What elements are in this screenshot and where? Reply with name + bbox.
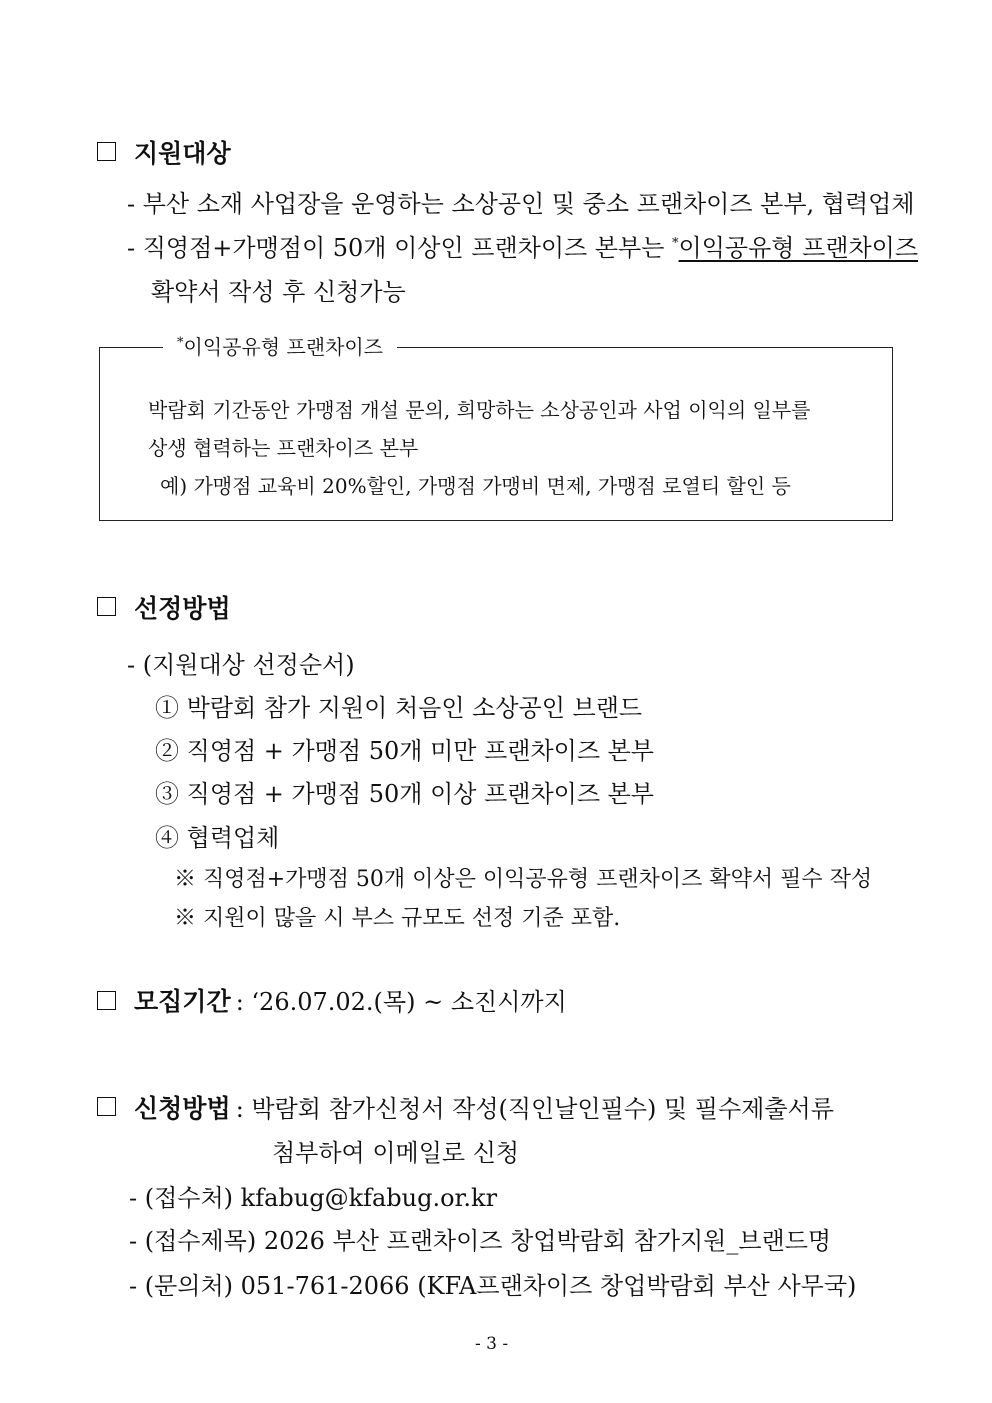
section-checkbox: [97, 1097, 116, 1116]
footnote-mark: *: [672, 236, 679, 251]
recruit-period-heading: 모집기간: [134, 987, 231, 1016]
info-box-line-2: 상생 협력하는 프랜차이즈 본부: [148, 436, 419, 460]
support-target-line-3: 확약서 작성 후 신청가능: [151, 278, 406, 306]
recruit-period-value: : ‘26.07.02.(목) ~ 소진시까지: [235, 988, 567, 1016]
selection-intro: - (지원대상 선정순서): [127, 651, 355, 679]
selection-heading: 선정방법: [134, 594, 231, 623]
recruit-period-line: [134, 982, 567, 1018]
apply-method-heading: 신청방법: [134, 1094, 231, 1123]
selection-item-1: ① 박람회 참가 지원이 처음인 소상공인 브랜드: [155, 694, 643, 722]
support-target-line-2-prefix: - 직영점+가맹점이 50개 이상인 프랜차이즈 본부는: [127, 234, 673, 262]
section-checkbox: [97, 991, 116, 1010]
info-box-line-1: 박람회 기간동안 가맹점 개설 문의, 희망하는 소상공인과 사업 이익의 일부를: [148, 398, 811, 422]
apply-method-text-2: 첨부하여 이메일로 신청: [272, 1139, 520, 1167]
section-checkbox: [97, 142, 116, 161]
section-checkbox: [97, 597, 116, 616]
apply-method-text-1: : 박람회 참가신청서 작성(직인날인필수) 및 필수제출서류: [235, 1095, 834, 1123]
footnote-mark: *: [177, 335, 184, 351]
selection-item-3: ③ 직영점 + 가맹점 50개 이상 프랜차이즈 본부: [155, 780, 654, 808]
selection-item-4: ④ 협력업체: [155, 824, 280, 852]
support-target-line-1: - 부산 소재 사업장을 운영하는 소상공인 및 중소 프랜차이즈 본부, 협력업체: [127, 190, 915, 218]
selection-note-1: ※ 직영점+가맹점 50개 이상은 이익공유형 프랜차이즈 확약서 필수 작성: [174, 867, 873, 892]
info-box-title: [163, 331, 397, 360]
page-number: - 3 -: [475, 1334, 509, 1354]
apply-detail-receiver: - (접수처) kfabug@kfabug.or.kr: [129, 1184, 498, 1212]
selection-item-2: ② 직영점 + 가맹점 50개 미만 프랜차이즈 본부: [155, 737, 654, 765]
apply-detail-contact: - (문의처) 051-761-2066 (KFA프랜차이즈 창업박람회 부산 사무국): [129, 1272, 857, 1300]
profit-sharing-franchise-term: 이익공유형 프랜차이즈: [678, 234, 918, 262]
info-box-line-3: 예) 가맹점 교육비 20%할인, 가맹점 가맹비 면제, 가맹점 로열티 할인 등: [160, 474, 791, 498]
apply-detail-subject: - (접수제목) 2026 부산 프랜차이즈 창업박람회 참가지원_브랜드명: [129, 1227, 832, 1255]
support-target-heading: 지원대상: [134, 139, 231, 168]
info-box-title-text: 이익공유형 프랜차이즈: [183, 335, 384, 359]
apply-method-line-1: [134, 1089, 834, 1125]
selection-note-2: ※ 지원이 많을 시 부스 규모도 선정 기준 포함.: [174, 906, 621, 931]
support-target-line-2: [127, 228, 918, 263]
